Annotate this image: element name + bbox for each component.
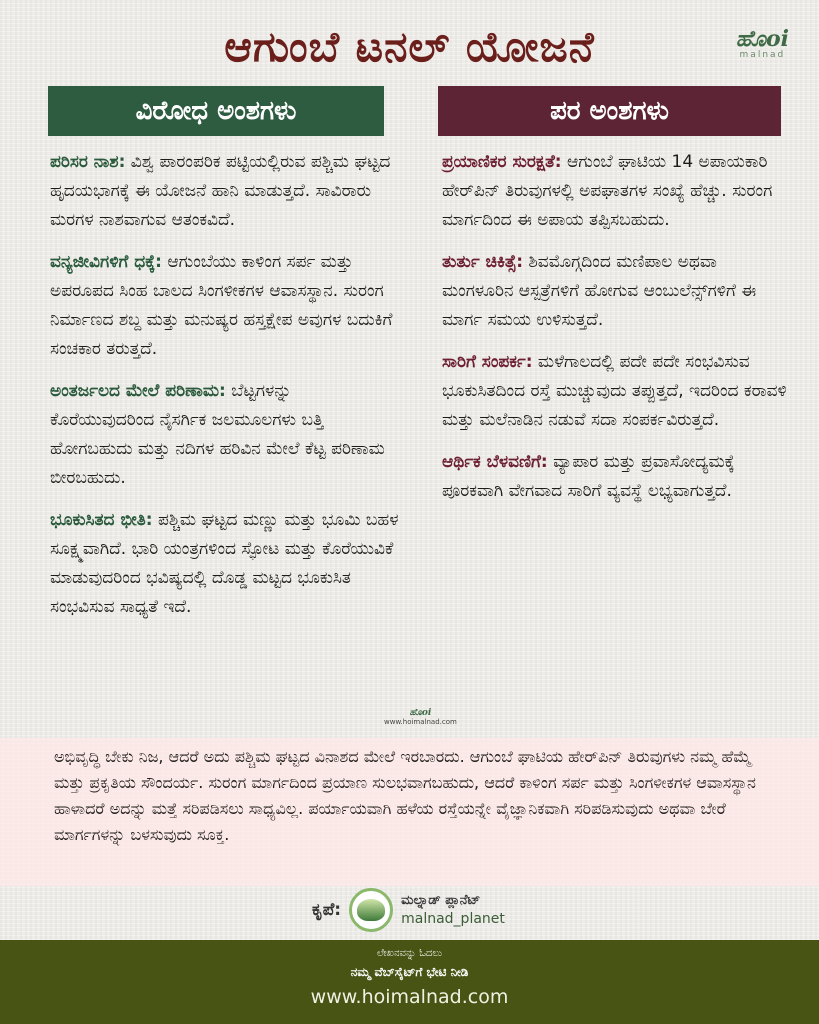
point-label: ಪರಿಸರ ನಾಶ:: [50, 152, 126, 172]
point-label: ಸಾರಿಗೆ ಸಂಪರ್ಕ:: [442, 352, 533, 372]
point-label: ತುರ್ತು ಚಿಕಿತ್ಸೆ:: [442, 252, 524, 272]
point-label: ಅಂತರ್ಜಲದ ಮೇಲೆ ಪರಿಣಾಮ:: [50, 381, 226, 401]
point-label: ಭೂಕುಸಿತದ ಭೀತಿ:: [50, 510, 153, 530]
for-point: [442, 348, 787, 435]
point-text: ಪಶ್ಚಿಮ ಘಟ್ಟದ ಮಣ್ಣು ಮತ್ತು ಭೂಮಿ ಬಹಳ ಸೂಕ್ಷ್ಮವಾಗಿದೆ. ಭಾರಿ ಯಂತ್ರಗಳಿಂದ ಸ್ಫೋಟ ಮತ್ತು ಕೊರೆಯುವಿಕೆ ಮಾಡುವುದರಿಂದ ಭವಿಷ್ಯದಲ್ಲಿ ದೊಡ್ಡ ಮಟ್ಟದ ಭೂಕುಸಿತ ಸಂಭವಿಸುವ ಸಾಧ್ಯತೆ ಇದೆ.: [50, 510, 399, 617]
for-point: [442, 448, 787, 506]
against-point: [50, 506, 400, 622]
point-label: ವನ್ಯಜೀವಿಗಳಿಗೆ ಧಕ್ಕೆ:: [50, 252, 162, 272]
for-point: [442, 148, 787, 235]
footer-url-link[interactable]: www.hoimalnad.com: [310, 986, 509, 1008]
for-heading: ಪರ ಅಂಶಗಳು: [438, 86, 781, 136]
against-point: [50, 248, 400, 364]
point-text: ಆಗುಂಬೆಯು ಕಾಳಿಂಗ ಸರ್ಪ ಮತ್ತು ಅಪರೂಪದ ಸಿಂಹ ಬಾಲದ ಸಿಂಗಳೀಕಗಳ ಆವಾಸಸ್ಥಾನ. ಸುರಂಗ ನಿರ್ಮಾಣದ ಶಬ್ದ ಮತ್ತು ಮನುಷ್ಯರ ಹಸ್ತಕ್ಷೇಪ ಅವುಗಳ ಬದುಕಿಗೆ ಸಂಚಕಾರ ತರುತ್ತದೆ.: [50, 252, 393, 359]
page-title: ಆಗುಂಬೆ ಟನಲ್ ಯೋಜನೆ: [224, 22, 595, 71]
against-heading: ವಿರೋಧ ಅಂಶಗಳು: [48, 86, 384, 136]
point-text: ಆಗುಂಬೆ ಘಾಟಿಯ 14 ಅಪಾಯಕಾರಿ ಹೇರ್‌ಪಿನ್ ತಿರುವುಗಳಲ್ಲಿ ಅಪಘಾತಗಳ ಸಂಖ್ಯೆ ಹೆಚ್ಚು. ಸುರಂಗ ಮಾರ್ಗದಿಂದ ಈ ಅಪಾಯ ತಪ್ಪಿಸಬಹುದು.: [442, 152, 773, 230]
footer-line-2: ನಮ್ಮ ವೆಬ್‌ಸೈಟ್‌ಗೆ ಭೇಟಿ ನೀಡಿ: [350, 965, 469, 979]
for-column: [442, 148, 787, 519]
planet-avatar-icon: [349, 888, 393, 932]
summary-box: [0, 738, 819, 886]
summary-text: ಅಭಿವೃದ್ಧಿ ಬೇಕು ನಿಜ, ಆದರೆ ಅದು ಪಶ್ಚಿಮ ಘಟ್ಟದ ವಿನಾಶದ ಮೇಲೆ ಇರಬಾರದು. ಆಗುಂಬೆ ಘಾಟಿಯ ಹೇರ್‌ಪಿನ್ ತಿರುವುಗಳು ನಮ್ಮ ಹೆಮ್ಮೆ ಮತ್ತು ಪ್ರಕೃತಿಯ ಸೌಂದರ್ಯ. ಸುರಂಗ ಮಾರ್ಗದಿಂದ ಪ್ರಯಾಣ ಸುಲಭವಾಗಬಹುದು, ಆದರೆ ಕಾಳಿಂಗ ಸರ್ಪ ಮತ್ತು ಸಿಂಗಳೀಕಗಳ ಆವಾಸಸ್ಥಾನ ಹಾಳಾದರೆ ಅದನ್ನು ಮತ್ತೆ ಸರಿಪಡಿಸಲು ಸಾಧ್ಯವಿಲ್ಲ. ಪರ್ಯಾಯವಾಗಿ ಹಳೆಯ ರಸ್ತೆಯನ್ನೇ ವೈಜ್ಞಾನಿಕವಾಗಿ ಸರಿಪಡಿಸುವುದು ಅಥವಾ ಬೇರೆ ಮಾರ್ಗಗಳನ್ನು ಬಳಸುವುದು ಸೂಕ್ತ.: [54, 747, 756, 844]
logo-mark: ಹೊoi: [735, 26, 789, 52]
credit-name-kannada: ಮಲ್ನಾಡ್ ಪ್ಲಾನೆಟ್: [401, 893, 481, 908]
against-point: [50, 148, 400, 235]
point-text: ವಿಶ್ವ ಪಾರಂಪರಿಕ ಪಟ್ಟಿಯಲ್ಲಿರುವ ಪಶ್ಚಿಮ ಘಟ್ಟದ ಹೃದಯಭಾಗಕ್ಕೆ ಈ ಯೋಜನೆ ಹಾನಿ ಮಾಡುತ್ತದೆ. ಸಾವಿರಾರು ಮರಗಳ ನಾಶವಾಗುವ ಆತಂಕವಿದೆ.: [50, 152, 391, 230]
watermark-url: www.hoimalnad.com: [384, 718, 457, 726]
brand-logo: [736, 28, 789, 60]
point-label: ಪ್ರಯಾಣಿಕರ ಸುರಕ್ಷತೆ:: [442, 152, 562, 172]
credit-names: [401, 892, 505, 928]
point-text: ವ್ಯಾಪಾರ ಮತ್ತು ಪ್ರವಾಸೋದ್ಯಮಕ್ಕೆ ಪೂರಕವಾಗಿ ವೇಗವಾದ ಸಾರಿಗೆ ವ್ಯವಸ್ಥೆ ಲಭ್ಯವಾಗುತ್ತದೆ.: [442, 452, 735, 501]
point-text: ಮಳೆಗಾಲದಲ್ಲಿ ಪದೇ ಪದೇ ಸಂಭವಿಸುವ ಭೂಕುಸಿತದಿಂದ ರಸ್ತೆ ಮುಚ್ಚುವುದು ತಪ್ಪುತ್ತದೆ, ಇದರಿಂದ ಕರಾವಳಿ ಮತ್ತು ಮಲೆನಾಡಿನ ನಡುವೆ ಸದಾ ಸಂಪರ್ಕವಿರುತ್ತದೆ.: [442, 352, 787, 430]
point-label: ಆರ್ಥಿಕ ಬೆಳವಣಿಗೆ:: [442, 452, 548, 472]
against-column: [50, 148, 400, 635]
watermark-mark: ಹೊoi: [409, 708, 432, 718]
point-text: ಬೆಟ್ಟಗಳನ್ನು ಕೊರೆಯುವುದರಿಂದ ನೈಸರ್ಗಿಕ ಜಲಮೂಲಗಳು ಬತ್ತಿ ಹೋಗಬಹುದು ಮತ್ತು ನದಿಗಳ ಹರಿವಿನ ಮೇಲೆ ಕೆಟ್ಟ ಪರಿಣಾಮ ಬೀರಬಹುದು.: [50, 381, 385, 488]
logo-subtext: malnad: [739, 50, 786, 60]
footer: [0, 940, 819, 1024]
point-text: ಶಿವಮೊಗ್ಗದಿಂದ ಮಣಿಪಾಲ ಅಥವಾ ಮಂಗಳೂರಿನ ಆಸ್ಪತ್ರೆಗಳಿಗೆ ಹೋಗುವ ಆಂಬುಲೆನ್ಸ್‌ಗಳಿಗೆ ಈ ಮಾರ್ಗ ಸಮಯ ಉಳಿಸುತ್ತದೆ.: [442, 252, 757, 330]
footer-line-1: ಲೇಖನವನ್ನು ಓದಲು: [376, 948, 443, 959]
watermark: [384, 708, 457, 726]
credit: [312, 888, 505, 932]
credit-label: ಕೃಪೆ:: [312, 900, 342, 920]
for-point: [442, 248, 787, 335]
against-point: [50, 377, 400, 493]
credit-handle: malnad_planet: [401, 911, 505, 927]
